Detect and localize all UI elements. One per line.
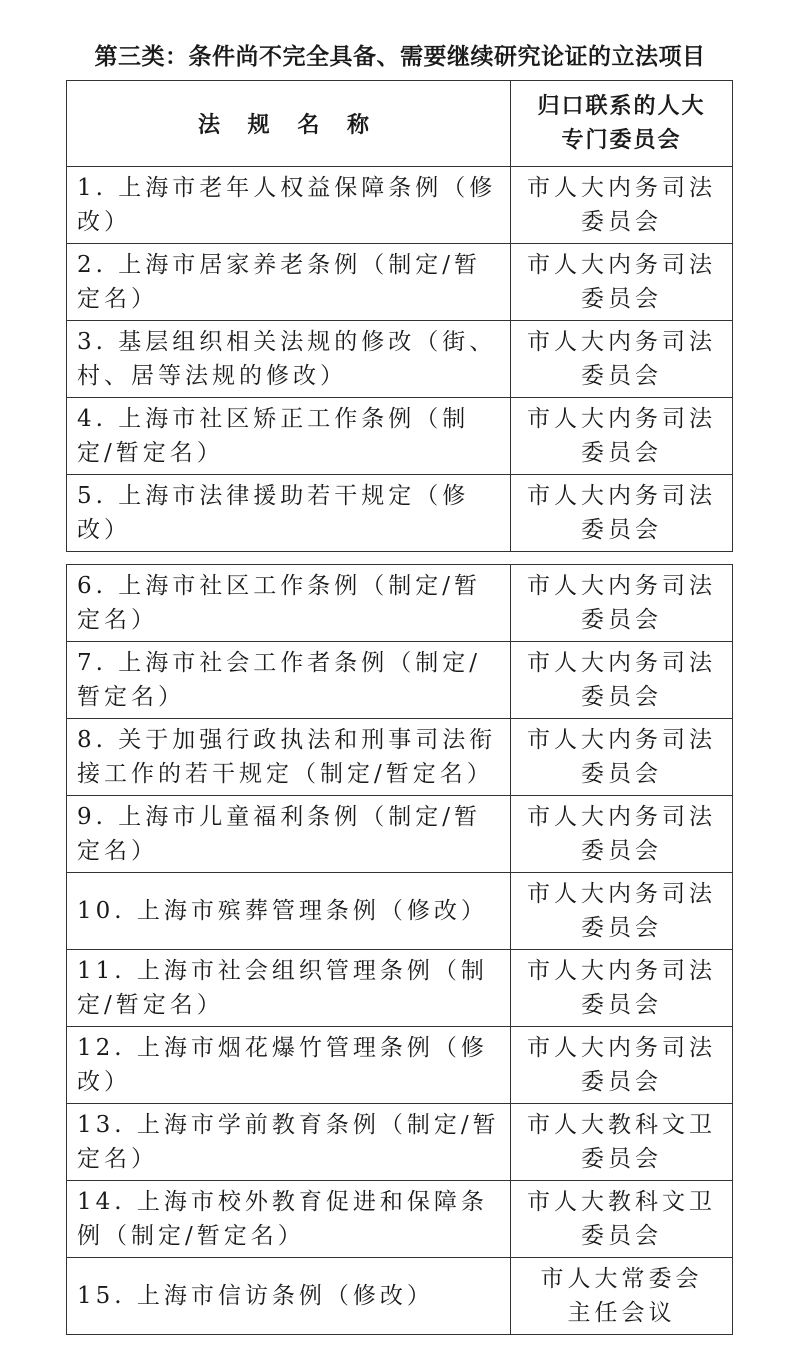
committee-line: 市人大内务司法	[527, 329, 716, 355]
regulation-name: 4. 上海市社区矫正工作条例（制定/暂定名）	[67, 398, 511, 475]
table-row	[67, 1027, 733, 1104]
regulation-name: 13. 上海市学前教育条例（制定/暂定名）	[67, 1104, 511, 1181]
committee-line: 市人大内务司法	[527, 804, 716, 830]
committee	[511, 475, 733, 552]
committee	[511, 1027, 733, 1104]
committee-line: 主任会议	[567, 1300, 676, 1326]
committee-line: 市人大内务司法	[527, 483, 716, 509]
table-row	[67, 642, 733, 719]
committee-line: 市人大内务司法	[527, 727, 716, 753]
committee	[511, 719, 733, 796]
regulation-name: 5. 上海市法律援助若干规定（修改）	[67, 475, 511, 552]
committee	[511, 565, 733, 642]
committee	[511, 796, 733, 873]
header-regulation-name: 法 规 名 称	[67, 81, 511, 167]
legislation-table-part-2	[66, 564, 733, 1335]
regulation-name: 11. 上海市社会组织管理条例（制定/暂定名）	[67, 950, 511, 1027]
committee	[511, 167, 733, 244]
regulation-name: 8. 关于加强行政执法和刑事司法衔接工作的若干规定（制定/暂定名）	[67, 719, 511, 796]
table-row	[67, 719, 733, 796]
committee-line: 委员会	[581, 286, 662, 312]
table-row	[67, 1181, 733, 1258]
table-row	[67, 796, 733, 873]
committee	[511, 642, 733, 719]
committee-line: 市人大内务司法	[527, 1035, 716, 1061]
committee-line: 委员会	[581, 684, 662, 710]
header-committee-line1: 归口联系的人大	[537, 93, 706, 119]
committee-line: 委员会	[581, 209, 662, 235]
committee-line: 市人大内务司法	[527, 252, 716, 278]
committee-line: 委员会	[581, 517, 662, 543]
committee-line: 市人大内务司法	[527, 573, 716, 599]
regulation-name: 14. 上海市校外教育促进和保障条例（制定/暂定名）	[67, 1181, 511, 1258]
table-row	[67, 244, 733, 321]
committee	[511, 1258, 733, 1335]
committee-line: 市人大内务司法	[527, 650, 716, 676]
committee	[511, 1181, 733, 1258]
committee	[511, 1104, 733, 1181]
committee-line: 市人大常委会	[540, 1266, 703, 1292]
committee-line: 委员会	[581, 915, 662, 941]
committee-line: 委员会	[581, 838, 662, 864]
committee-line: 委员会	[581, 1223, 662, 1249]
regulation-name: 12. 上海市烟花爆竹管理条例（修改）	[67, 1027, 511, 1104]
table-body-part-1	[67, 167, 733, 552]
table-row	[67, 565, 733, 642]
regulation-name: 15. 上海市信访条例（修改）	[67, 1258, 511, 1335]
committee-line: 市人大内务司法	[527, 881, 716, 907]
committee-line: 委员会	[581, 363, 662, 389]
committee-line: 市人大内务司法	[527, 958, 716, 984]
committee-line: 委员会	[581, 761, 662, 787]
regulation-name: 7. 上海市社会工作者条例（制定/暂定名）	[67, 642, 511, 719]
table-row	[67, 398, 733, 475]
regulation-name: 3. 基层组织相关法规的修改（街、村、居等法规的修改）	[67, 321, 511, 398]
committee-line: 市人大教科文卫	[527, 1112, 716, 1138]
table-header-row	[67, 81, 733, 167]
page-title: 第三类：条件尚不完全具备、需要继续研究论证的立法项目	[94, 44, 706, 70]
table-row	[67, 167, 733, 244]
table-row	[67, 1104, 733, 1181]
committee-line: 市人大教科文卫	[527, 1189, 716, 1215]
table-row	[67, 475, 733, 552]
committee-line: 市人大内务司法	[527, 406, 716, 432]
committee-line: 市人大内务司法	[527, 175, 716, 201]
header-committee-line2: 专门委员会	[561, 127, 682, 153]
committee-line: 委员会	[581, 1146, 662, 1172]
committee	[511, 950, 733, 1027]
table-body-part-2	[67, 565, 733, 1335]
regulation-name: 9. 上海市儿童福利条例（制定/暂定名）	[67, 796, 511, 873]
table-row	[67, 321, 733, 398]
committee	[511, 321, 733, 398]
committee	[511, 244, 733, 321]
committee-line: 委员会	[581, 992, 662, 1018]
table-row	[67, 1258, 733, 1335]
table-row	[67, 950, 733, 1027]
regulation-name: 10. 上海市殡葬管理条例（修改）	[67, 873, 511, 950]
regulation-name: 6. 上海市社区工作条例（制定/暂定名）	[67, 565, 511, 642]
committee-line: 委员会	[581, 1069, 662, 1095]
committee	[511, 873, 733, 950]
committee	[511, 398, 733, 475]
table-row	[67, 873, 733, 950]
header-committee	[511, 81, 733, 167]
committee-line: 委员会	[581, 440, 662, 466]
regulation-name: 1. 上海市老年人权益保障条例（修改）	[67, 167, 511, 244]
legislation-table-part-1	[66, 80, 733, 552]
committee-line: 委员会	[581, 607, 662, 633]
regulation-name: 2. 上海市居家养老条例（制定/暂定名）	[67, 244, 511, 321]
